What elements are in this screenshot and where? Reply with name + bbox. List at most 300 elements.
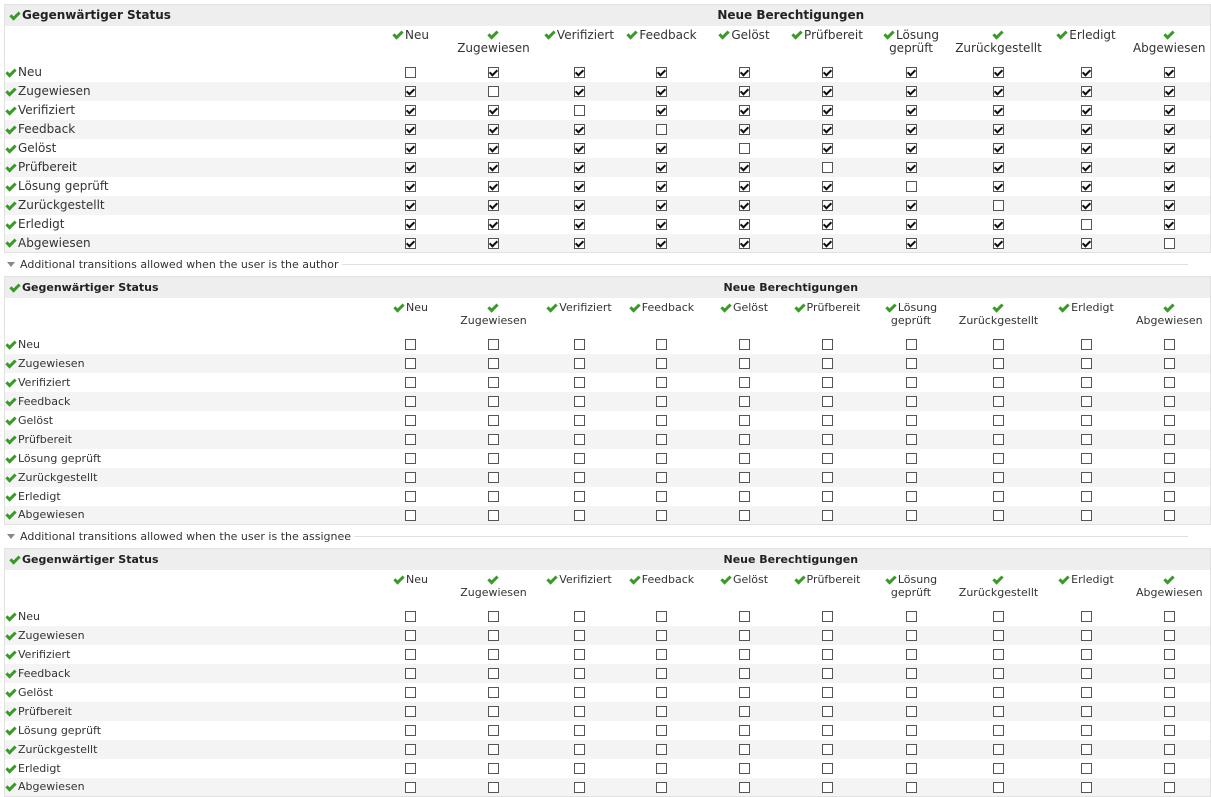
permission-checkbox[interactable] [906,649,917,660]
permission-checkbox[interactable] [822,67,833,78]
permission-checkbox[interactable] [574,358,585,369]
permission-checkbox[interactable] [739,744,750,755]
permission-checkbox[interactable] [739,162,750,173]
permission-checkbox[interactable] [488,396,499,407]
permission-checkbox[interactable] [574,396,585,407]
permission-checkbox[interactable] [656,630,667,641]
permission-checkbox[interactable] [739,238,750,249]
permission-checkbox[interactable] [739,453,750,464]
permission-checkbox[interactable] [1164,472,1175,483]
permission-checkbox[interactable] [656,649,667,660]
permission-checkbox[interactable] [1164,611,1175,622]
permission-checkbox[interactable] [1081,725,1092,736]
permission-checkbox[interactable] [1081,162,1092,173]
permission-checkbox[interactable] [993,725,1004,736]
permission-checkbox[interactable] [906,415,917,426]
permission-checkbox[interactable] [993,611,1004,622]
permission-checkbox[interactable] [1081,143,1092,154]
permission-checkbox[interactable] [739,782,750,793]
permission-checkbox[interactable] [656,143,667,154]
permission-checkbox[interactable] [822,611,833,622]
permission-checkbox[interactable] [906,725,917,736]
permission-checkbox[interactable] [656,86,667,97]
permission-checkbox[interactable] [574,181,585,192]
permission-checkbox[interactable] [488,162,499,173]
permission-checkbox[interactable] [656,396,667,407]
permission-checkbox[interactable] [739,687,750,698]
permission-checkbox[interactable] [405,415,416,426]
permission-checkbox[interactable] [405,611,416,622]
permission-checkbox[interactable] [739,143,750,154]
permission-checkbox[interactable] [405,649,416,660]
permission-checkbox[interactable] [405,782,416,793]
permission-checkbox[interactable] [739,434,750,445]
permission-checkbox[interactable] [1081,630,1092,641]
permission-checkbox[interactable] [1164,396,1175,407]
permission-checkbox[interactable] [906,630,917,641]
permission-checkbox[interactable] [1164,630,1175,641]
permission-checkbox[interactable] [993,668,1004,679]
permission-checkbox[interactable] [993,200,1004,211]
permission-checkbox[interactable] [1164,181,1175,192]
permission-checkbox[interactable] [574,238,585,249]
permission-checkbox[interactable] [822,86,833,97]
permission-checkbox[interactable] [1164,86,1175,97]
permission-checkbox[interactable] [574,200,585,211]
permission-checkbox[interactable] [822,472,833,483]
permission-checkbox[interactable] [1081,238,1092,249]
permission-checkbox[interactable] [822,687,833,698]
permission-checkbox[interactable] [1081,434,1092,445]
permission-checkbox[interactable] [488,415,499,426]
permission-checkbox[interactable] [822,396,833,407]
permission-checkbox[interactable] [822,124,833,135]
permission-checkbox[interactable] [405,86,416,97]
permission-checkbox[interactable] [656,706,667,717]
permission-checkbox[interactable] [405,510,416,521]
permission-checkbox[interactable] [574,124,585,135]
permission-checkbox[interactable] [488,630,499,641]
permission-checkbox[interactable] [574,510,585,521]
permission-checkbox[interactable] [906,763,917,774]
permission-checkbox[interactable] [405,105,416,116]
permission-checkbox[interactable] [993,238,1004,249]
permission-checkbox[interactable] [574,782,585,793]
permission-checkbox[interactable] [574,219,585,230]
permission-checkbox[interactable] [993,219,1004,230]
permission-checkbox[interactable] [993,782,1004,793]
permission-checkbox[interactable] [1081,687,1092,698]
permission-checkbox[interactable] [405,434,416,445]
permission-checkbox[interactable] [488,706,499,717]
permission-checkbox[interactable] [993,706,1004,717]
permission-checkbox[interactable] [405,238,416,249]
permission-checkbox[interactable] [739,86,750,97]
permission-checkbox[interactable] [822,782,833,793]
permission-checkbox[interactable] [488,668,499,679]
permission-checkbox[interactable] [488,105,499,116]
permission-checkbox[interactable] [656,510,667,521]
permission-checkbox[interactable] [656,611,667,622]
permission-checkbox[interactable] [993,143,1004,154]
permission-checkbox[interactable] [906,67,917,78]
permission-checkbox[interactable] [656,200,667,211]
permission-checkbox[interactable] [739,105,750,116]
permission-checkbox[interactable] [822,200,833,211]
permission-checkbox[interactable] [906,143,917,154]
permission-checkbox[interactable] [488,510,499,521]
permission-checkbox[interactable] [822,339,833,350]
permission-checkbox[interactable] [574,86,585,97]
permission-checkbox[interactable] [574,377,585,388]
permission-checkbox[interactable] [574,67,585,78]
permission-checkbox[interactable] [739,377,750,388]
permission-checkbox[interactable] [405,725,416,736]
permission-checkbox[interactable] [993,687,1004,698]
permission-checkbox[interactable] [906,162,917,173]
permission-checkbox[interactable] [488,358,499,369]
permission-checkbox[interactable] [488,181,499,192]
permission-checkbox[interactable] [1081,706,1092,717]
permission-checkbox[interactable] [1081,219,1092,230]
permission-checkbox[interactable] [488,143,499,154]
permission-checkbox[interactable] [822,453,833,464]
permission-checkbox[interactable] [822,377,833,388]
permission-checkbox[interactable] [993,415,1004,426]
permission-checkbox[interactable] [906,200,917,211]
permission-checkbox[interactable] [488,124,499,135]
permission-checkbox[interactable] [906,668,917,679]
permission-checkbox[interactable] [405,491,416,502]
permission-checkbox[interactable] [993,649,1004,660]
collapse-arrow-icon[interactable] [7,262,15,267]
permission-checkbox[interactable] [1164,687,1175,698]
permission-checkbox[interactable] [488,200,499,211]
permission-checkbox[interactable] [488,453,499,464]
permission-checkbox[interactable] [405,124,416,135]
permission-checkbox[interactable] [739,415,750,426]
permission-checkbox[interactable] [906,377,917,388]
permission-checkbox[interactable] [1081,181,1092,192]
permission-checkbox[interactable] [1164,162,1175,173]
permission-checkbox[interactable] [906,124,917,135]
permission-checkbox[interactable] [993,434,1004,445]
permission-checkbox[interactable] [405,706,416,717]
section-toggle-author[interactable] [4,253,1192,276]
permission-checkbox[interactable] [488,377,499,388]
permission-checkbox[interactable] [488,219,499,230]
permission-checkbox[interactable] [574,725,585,736]
permission-checkbox[interactable] [906,453,917,464]
permission-checkbox[interactable] [993,105,1004,116]
permission-checkbox[interactable] [739,124,750,135]
permission-checkbox[interactable] [1081,67,1092,78]
permission-checkbox[interactable] [822,162,833,173]
permission-checkbox[interactable] [574,630,585,641]
permission-checkbox[interactable] [1081,491,1092,502]
permission-checkbox[interactable] [822,744,833,755]
section-toggle-assignee[interactable] [4,525,1192,548]
permission-checkbox[interactable] [656,763,667,774]
permission-checkbox[interactable] [1164,744,1175,755]
permission-checkbox[interactable] [405,339,416,350]
permission-checkbox[interactable] [906,706,917,717]
permission-checkbox[interactable] [739,630,750,641]
permission-checkbox[interactable] [574,687,585,698]
permission-checkbox[interactable] [906,472,917,483]
permission-checkbox[interactable] [993,124,1004,135]
permission-checkbox[interactable] [574,143,585,154]
permission-checkbox[interactable] [739,396,750,407]
permission-checkbox[interactable] [1081,200,1092,211]
permission-checkbox[interactable] [1164,725,1175,736]
permission-checkbox[interactable] [739,358,750,369]
permission-checkbox[interactable] [405,453,416,464]
permission-checkbox[interactable] [488,67,499,78]
permission-checkbox[interactable] [488,491,499,502]
permission-checkbox[interactable] [1081,124,1092,135]
permission-checkbox[interactable] [1081,744,1092,755]
permission-checkbox[interactable] [1081,763,1092,774]
permission-checkbox[interactable] [739,200,750,211]
permission-checkbox[interactable] [405,668,416,679]
permission-checkbox[interactable] [906,86,917,97]
permission-checkbox[interactable] [1164,200,1175,211]
permission-checkbox[interactable] [1164,668,1175,679]
permission-checkbox[interactable] [1081,358,1092,369]
permission-checkbox[interactable] [906,434,917,445]
permission-checkbox[interactable] [993,510,1004,521]
permission-checkbox[interactable] [739,611,750,622]
permission-checkbox[interactable] [822,668,833,679]
permission-checkbox[interactable] [1164,782,1175,793]
permission-checkbox[interactable] [488,725,499,736]
permission-checkbox[interactable] [993,86,1004,97]
permission-checkbox[interactable] [488,782,499,793]
permission-checkbox[interactable] [822,649,833,660]
permission-checkbox[interactable] [656,238,667,249]
permission-checkbox[interactable] [574,415,585,426]
permission-checkbox[interactable] [739,668,750,679]
permission-checkbox[interactable] [1081,86,1092,97]
permission-checkbox[interactable] [405,687,416,698]
permission-checkbox[interactable] [906,782,917,793]
permission-checkbox[interactable] [993,630,1004,641]
permission-checkbox[interactable] [405,162,416,173]
permission-checkbox[interactable] [656,687,667,698]
permission-checkbox[interactable] [405,377,416,388]
permission-checkbox[interactable] [656,162,667,173]
permission-checkbox[interactable] [822,706,833,717]
permission-checkbox[interactable] [1081,105,1092,116]
permission-checkbox[interactable] [656,491,667,502]
permission-checkbox[interactable] [822,238,833,249]
permission-checkbox[interactable] [1081,649,1092,660]
permission-checkbox[interactable] [574,706,585,717]
permission-checkbox[interactable] [488,86,499,97]
permission-checkbox[interactable] [488,687,499,698]
permission-checkbox[interactable] [1164,339,1175,350]
permission-checkbox[interactable] [1081,472,1092,483]
permission-checkbox[interactable] [405,143,416,154]
permission-checkbox[interactable] [822,105,833,116]
permission-checkbox[interactable] [993,491,1004,502]
permission-checkbox[interactable] [1164,491,1175,502]
permission-checkbox[interactable] [656,181,667,192]
permission-checkbox[interactable] [993,162,1004,173]
permission-checkbox[interactable] [739,472,750,483]
permission-checkbox[interactable] [1081,339,1092,350]
permission-checkbox[interactable] [488,763,499,774]
permission-checkbox[interactable] [1081,415,1092,426]
permission-checkbox[interactable] [405,396,416,407]
permission-checkbox[interactable] [1164,434,1175,445]
permission-checkbox[interactable] [656,339,667,350]
permission-checkbox[interactable] [1081,510,1092,521]
permission-checkbox[interactable] [1164,219,1175,230]
permission-checkbox[interactable] [488,238,499,249]
permission-checkbox[interactable] [822,491,833,502]
permission-checkbox[interactable] [405,358,416,369]
permission-checkbox[interactable] [1164,377,1175,388]
permission-checkbox[interactable] [822,434,833,445]
permission-checkbox[interactable] [993,377,1004,388]
permission-checkbox[interactable] [574,611,585,622]
permission-checkbox[interactable] [906,238,917,249]
permission-checkbox[interactable] [656,105,667,116]
permission-checkbox[interactable] [993,339,1004,350]
permission-checkbox[interactable] [574,649,585,660]
permission-checkbox[interactable] [1081,453,1092,464]
permission-checkbox[interactable] [1164,143,1175,154]
permission-checkbox[interactable] [739,491,750,502]
permission-checkbox[interactable] [739,706,750,717]
permission-checkbox[interactable] [906,510,917,521]
permission-checkbox[interactable] [1164,763,1175,774]
permission-checkbox[interactable] [822,630,833,641]
permission-checkbox[interactable] [906,219,917,230]
permission-checkbox[interactable] [822,510,833,521]
permission-checkbox[interactable] [656,358,667,369]
permission-checkbox[interactable] [405,744,416,755]
permission-checkbox[interactable] [822,219,833,230]
permission-checkbox[interactable] [993,181,1004,192]
permission-checkbox[interactable] [1164,706,1175,717]
permission-checkbox[interactable] [1164,453,1175,464]
permission-checkbox[interactable] [405,181,416,192]
permission-checkbox[interactable] [739,181,750,192]
permission-checkbox[interactable] [574,763,585,774]
permission-checkbox[interactable] [488,744,499,755]
permission-checkbox[interactable] [656,744,667,755]
permission-checkbox[interactable] [656,415,667,426]
permission-checkbox[interactable] [405,472,416,483]
permission-checkbox[interactable] [739,725,750,736]
permission-checkbox[interactable] [405,763,416,774]
permission-checkbox[interactable] [993,744,1004,755]
permission-checkbox[interactable] [488,339,499,350]
permission-checkbox[interactable] [405,200,416,211]
permission-checkbox[interactable] [1081,668,1092,679]
permission-checkbox[interactable] [1081,782,1092,793]
permission-checkbox[interactable] [574,744,585,755]
permission-checkbox[interactable] [488,434,499,445]
permission-checkbox[interactable] [739,763,750,774]
permission-checkbox[interactable] [574,668,585,679]
permission-checkbox[interactable] [739,510,750,521]
permission-checkbox[interactable] [993,453,1004,464]
collapse-arrow-icon[interactable] [7,534,15,539]
permission-checkbox[interactable] [1164,649,1175,660]
permission-checkbox[interactable] [656,434,667,445]
permission-checkbox[interactable] [1081,396,1092,407]
permission-checkbox[interactable] [906,491,917,502]
permission-checkbox[interactable] [822,415,833,426]
permission-checkbox[interactable] [405,67,416,78]
permission-checkbox[interactable] [1164,358,1175,369]
permission-checkbox[interactable] [656,453,667,464]
permission-checkbox[interactable] [993,396,1004,407]
permission-checkbox[interactable] [906,744,917,755]
permission-checkbox[interactable] [574,453,585,464]
permission-checkbox[interactable] [739,219,750,230]
permission-checkbox[interactable] [656,124,667,135]
permission-checkbox[interactable] [656,219,667,230]
permission-checkbox[interactable] [822,358,833,369]
permission-checkbox[interactable] [822,181,833,192]
permission-checkbox[interactable] [1164,415,1175,426]
permission-checkbox[interactable] [993,67,1004,78]
permission-checkbox[interactable] [906,396,917,407]
permission-checkbox[interactable] [1081,377,1092,388]
permission-checkbox[interactable] [739,649,750,660]
permission-checkbox[interactable] [993,358,1004,369]
permission-checkbox[interactable] [574,162,585,173]
permission-checkbox[interactable] [488,649,499,660]
permission-checkbox[interactable] [405,219,416,230]
permission-checkbox[interactable] [488,472,499,483]
permission-checkbox[interactable] [656,782,667,793]
permission-checkbox[interactable] [656,725,667,736]
permission-checkbox[interactable] [822,763,833,774]
permission-checkbox[interactable] [574,105,585,116]
permission-checkbox[interactable] [906,339,917,350]
permission-checkbox[interactable] [1164,67,1175,78]
permission-checkbox[interactable] [1081,611,1092,622]
permission-checkbox[interactable] [822,143,833,154]
permission-checkbox[interactable] [906,611,917,622]
permission-checkbox[interactable] [574,434,585,445]
permission-checkbox[interactable] [405,630,416,641]
permission-checkbox[interactable] [656,472,667,483]
permission-checkbox[interactable] [656,668,667,679]
permission-checkbox[interactable] [906,687,917,698]
permission-checkbox[interactable] [906,358,917,369]
permission-checkbox[interactable] [822,725,833,736]
permission-checkbox[interactable] [993,472,1004,483]
permission-checkbox[interactable] [739,339,750,350]
permission-checkbox[interactable] [574,339,585,350]
permission-checkbox[interactable] [656,377,667,388]
permission-checkbox[interactable] [739,67,750,78]
permission-checkbox[interactable] [1164,238,1175,249]
permission-checkbox[interactable] [1164,510,1175,521]
permission-checkbox[interactable] [906,105,917,116]
permission-checkbox[interactable] [656,67,667,78]
permission-checkbox[interactable] [488,611,499,622]
permission-checkbox[interactable] [993,763,1004,774]
permission-checkbox[interactable] [574,472,585,483]
